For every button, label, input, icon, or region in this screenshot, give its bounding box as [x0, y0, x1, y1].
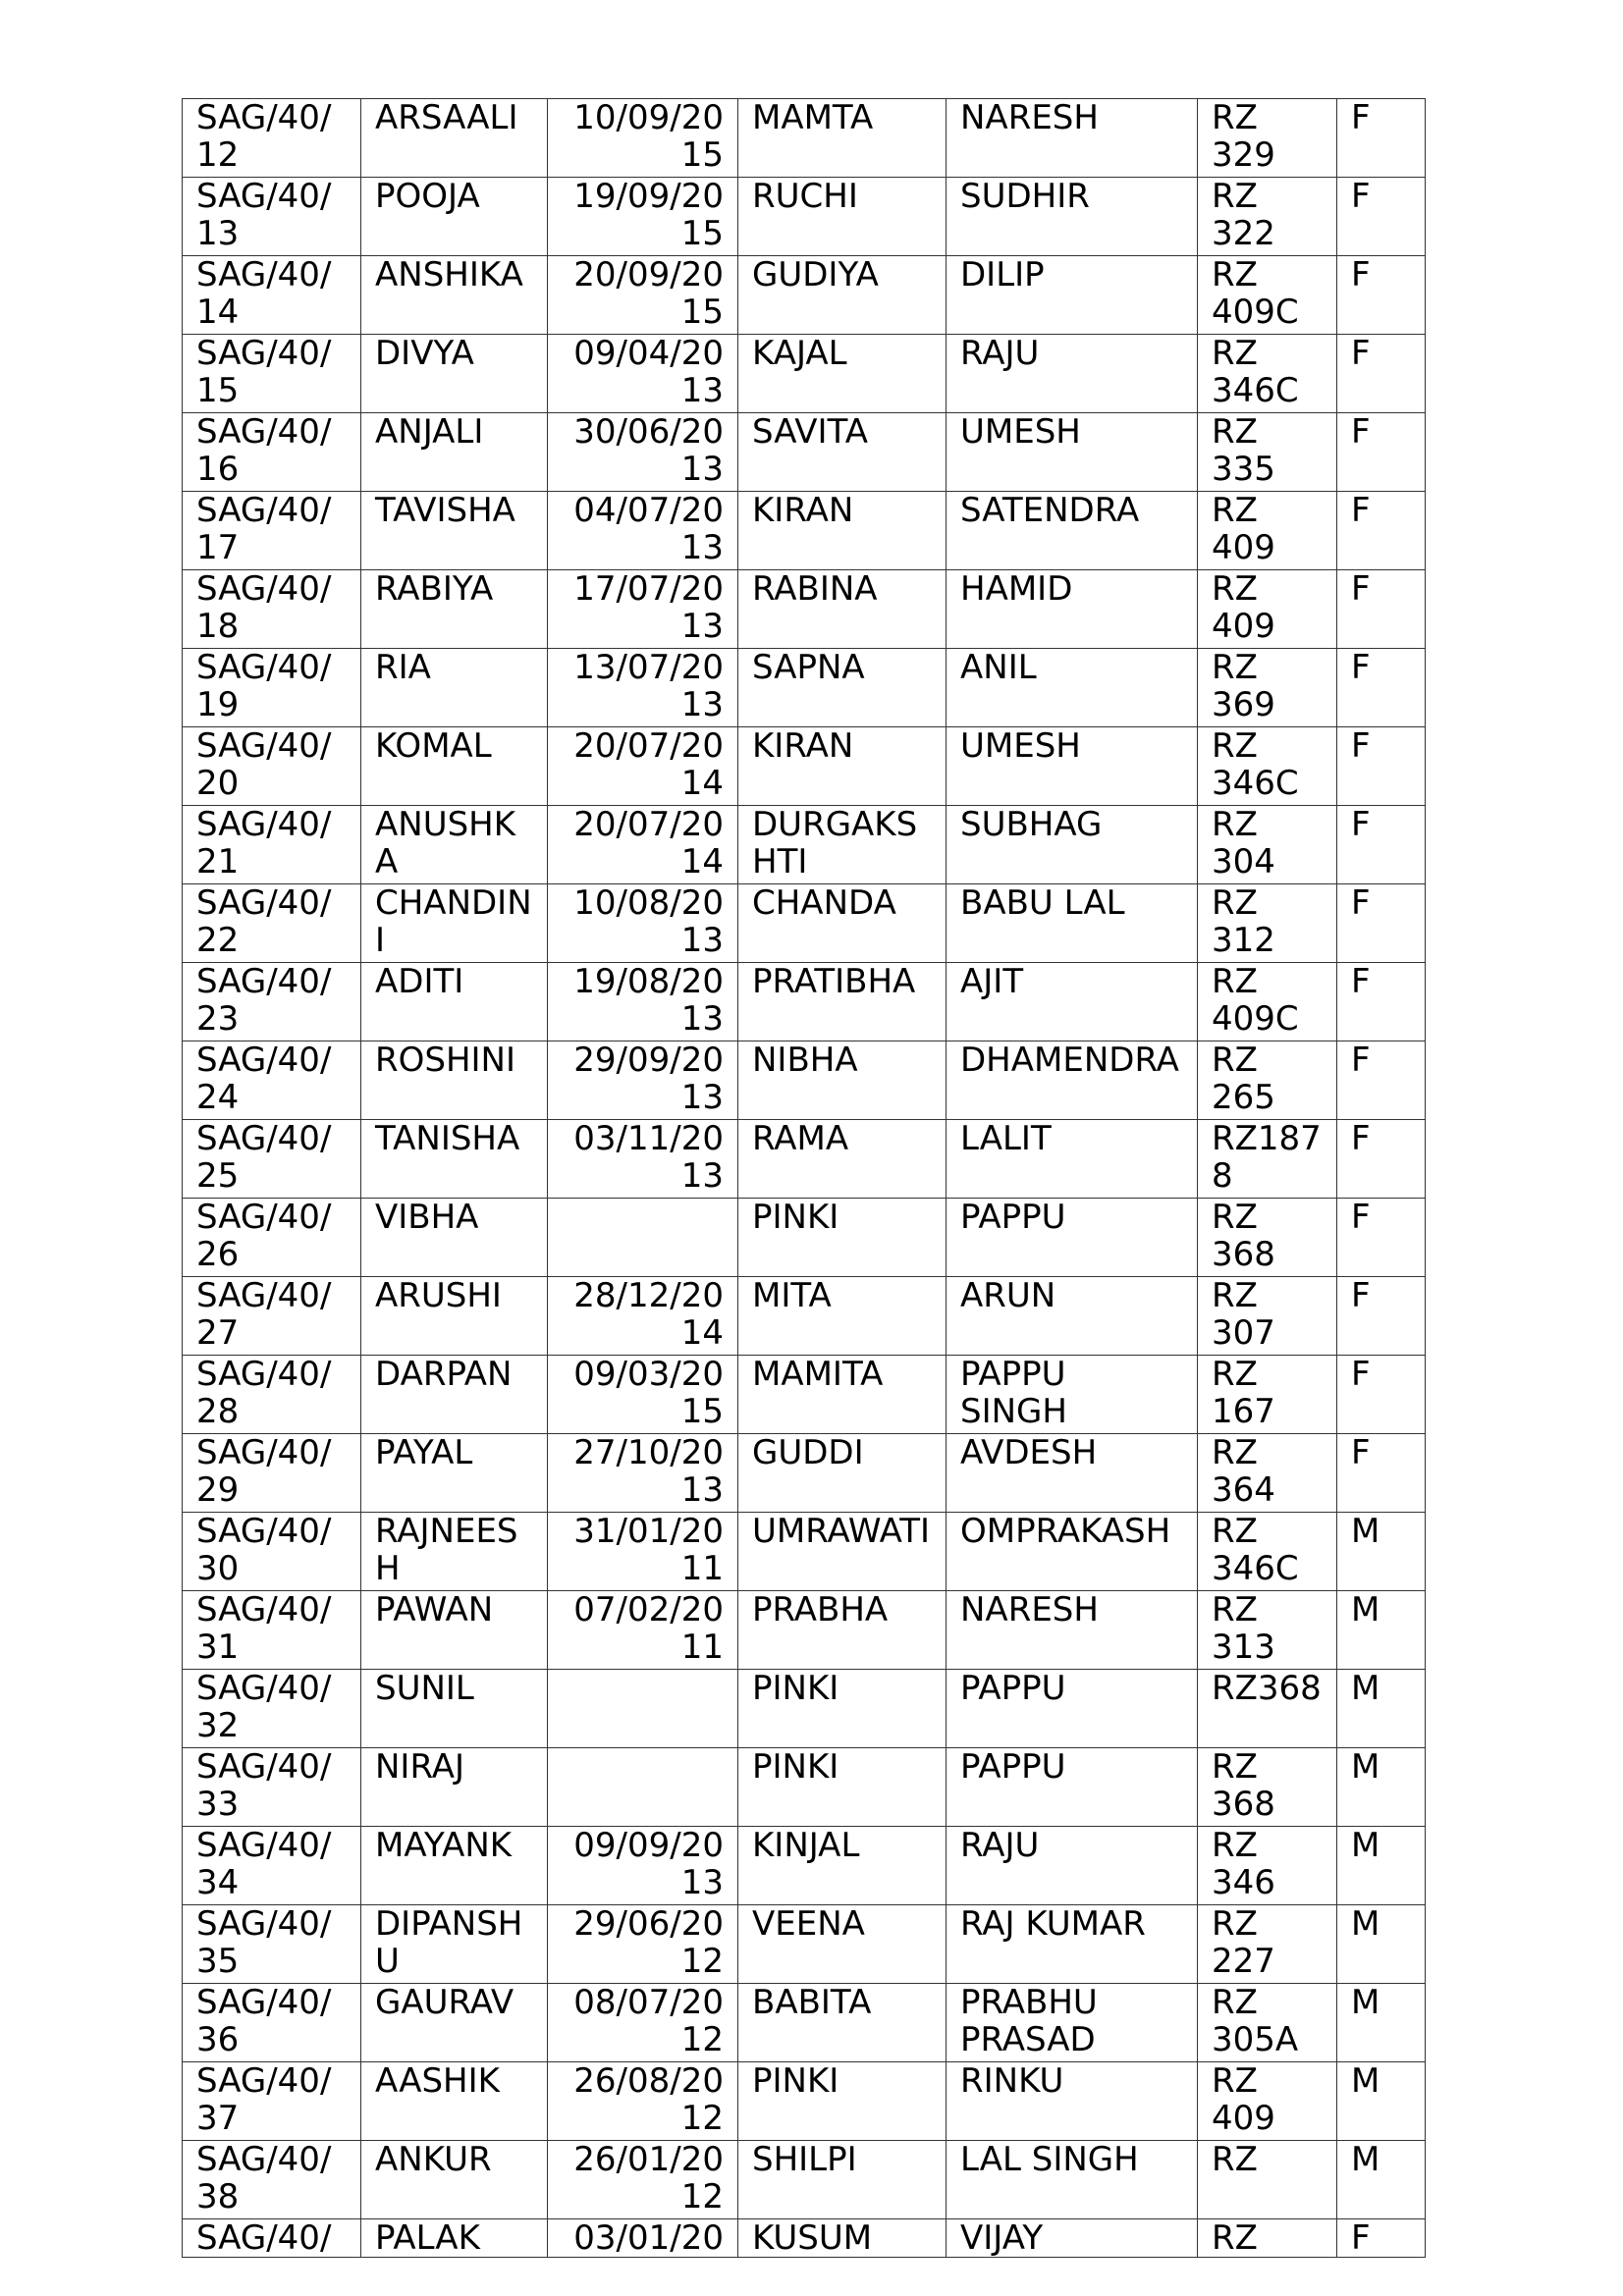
address-cell: RZ 409C — [1198, 256, 1337, 335]
admission-number-cell: SAG/40/ 27 — [183, 1277, 361, 1356]
admission-number-cell: SAG/40/ 13 — [183, 178, 361, 256]
father-name-cell: VIJAY — [947, 2219, 1198, 2258]
address-cell: RZ 409 — [1198, 2062, 1337, 2141]
table-row — [183, 1827, 1426, 1905]
admission-number-cell: SAG/40/ 35 — [183, 1905, 361, 1984]
table-row — [183, 884, 1426, 963]
father-name-cell: UMESH — [947, 727, 1198, 806]
date-of-birth-cell — [548, 1199, 738, 1277]
table-row — [183, 413, 1426, 492]
mother-name-cell: PINKI — [738, 1199, 947, 1277]
date-of-birth-cell: 28/12/20 14 — [548, 1277, 738, 1356]
gender-cell: M — [1337, 1984, 1426, 2062]
address-cell: RZ 346C — [1198, 1513, 1337, 1591]
father-name-cell: NARESH — [947, 1591, 1198, 1670]
admission-number-cell: SAG/40/ 24 — [183, 1041, 361, 1120]
admission-number-cell: SAG/40/ 38 — [183, 2141, 361, 2219]
address-cell: RZ368 — [1198, 1670, 1337, 1748]
date-of-birth-cell — [548, 1670, 738, 1748]
father-name-cell: PAPPU SINGH — [947, 1356, 1198, 1434]
admission-number-cell: SAG/40/ 33 — [183, 1748, 361, 1827]
date-of-birth-cell: 19/08/20 13 — [548, 963, 738, 1041]
gender-cell: F — [1337, 413, 1426, 492]
date-of-birth-cell: 19/09/20 15 — [548, 178, 738, 256]
mother-name-cell: PINKI — [738, 1670, 947, 1748]
table-row — [183, 1513, 1426, 1591]
admission-number-cell: SAG/40/ 22 — [183, 884, 361, 963]
father-name-cell: SUDHIR — [947, 178, 1198, 256]
address-cell: RZ 227 — [1198, 1905, 1337, 1984]
date-of-birth-cell: 30/06/20 13 — [548, 413, 738, 492]
table-row — [183, 2141, 1426, 2219]
father-name-cell: SATENDRA — [947, 492, 1198, 570]
table-row — [183, 1277, 1426, 1356]
father-name-cell: LALIT — [947, 1120, 1198, 1199]
address-cell: RZ 313 — [1198, 1591, 1337, 1670]
mother-name-cell: MAMTA — [738, 99, 947, 178]
address-cell: RZ 364 — [1198, 1434, 1337, 1513]
address-cell: RZ 265 — [1198, 1041, 1337, 1120]
address-cell: RZ 329 — [1198, 99, 1337, 178]
student-name-cell: MAYANK — [361, 1827, 548, 1905]
student-name-cell: PAYAL — [361, 1434, 548, 1513]
admission-number-cell: SAG/40/ 34 — [183, 1827, 361, 1905]
gender-cell: M — [1337, 1827, 1426, 1905]
mother-name-cell: PRATIBHA — [738, 963, 947, 1041]
table-row — [183, 178, 1426, 256]
student-name-cell: RABIYA — [361, 570, 548, 649]
gender-cell: M — [1337, 1513, 1426, 1591]
admission-number-cell: SAG/40/ 37 — [183, 2062, 361, 2141]
date-of-birth-cell — [548, 1748, 738, 1827]
gender-cell: M — [1337, 2141, 1426, 2219]
student-name-cell: DIPANSH U — [361, 1905, 548, 1984]
student-name-cell: ADITI — [361, 963, 548, 1041]
gender-cell: F — [1337, 178, 1426, 256]
gender-cell: F — [1337, 963, 1426, 1041]
father-name-cell: AJIT — [947, 963, 1198, 1041]
gender-cell: F — [1337, 492, 1426, 570]
father-name-cell: BABU LAL — [947, 884, 1198, 963]
gender-cell: F — [1337, 1356, 1426, 1434]
admission-number-cell: SAG/40/ 16 — [183, 413, 361, 492]
mother-name-cell: SAVITA — [738, 413, 947, 492]
mother-name-cell: SHILPI — [738, 2141, 947, 2219]
table-row — [183, 99, 1426, 178]
admission-number-cell: SAG/40/ 15 — [183, 335, 361, 413]
father-name-cell: OMPRAKASH — [947, 1513, 1198, 1591]
admission-number-cell: SAG/40/ 12 — [183, 99, 361, 178]
admission-number-cell: SAG/40/ 18 — [183, 570, 361, 649]
address-cell: RZ 409C — [1198, 963, 1337, 1041]
mother-name-cell: UMRAWATI — [738, 1513, 947, 1591]
father-name-cell: AVDESH — [947, 1434, 1198, 1513]
gender-cell: M — [1337, 1905, 1426, 1984]
table-row — [183, 727, 1426, 806]
admission-number-cell: SAG/40/ 31 — [183, 1591, 361, 1670]
address-cell: RZ 167 — [1198, 1356, 1337, 1434]
gender-cell: M — [1337, 1670, 1426, 1748]
student-name-cell: KOMAL — [361, 727, 548, 806]
admission-number-cell: SAG/40/ — [183, 2219, 361, 2258]
father-name-cell: HAMID — [947, 570, 1198, 649]
admission-number-cell: SAG/40/ 23 — [183, 963, 361, 1041]
table-row — [183, 1748, 1426, 1827]
student-name-cell: TAVISHA — [361, 492, 548, 570]
mother-name-cell: VEENA — [738, 1905, 947, 1984]
student-name-cell: GAURAV — [361, 1984, 548, 2062]
student-name-cell: ARUSHI — [361, 1277, 548, 1356]
student-name-cell: RAJNEES H — [361, 1513, 548, 1591]
gender-cell: F — [1337, 2219, 1426, 2258]
mother-name-cell: RABINA — [738, 570, 947, 649]
date-of-birth-cell: 10/09/20 15 — [548, 99, 738, 178]
address-cell: RZ187 8 — [1198, 1120, 1337, 1199]
father-name-cell: UMESH — [947, 413, 1198, 492]
address-cell: RZ 322 — [1198, 178, 1337, 256]
address-cell: RZ 307 — [1198, 1277, 1337, 1356]
register-rows — [183, 99, 1426, 2258]
gender-cell: F — [1337, 806, 1426, 884]
mother-name-cell: KUSUM — [738, 2219, 947, 2258]
admission-number-cell: SAG/40/ 21 — [183, 806, 361, 884]
date-of-birth-cell: 26/01/20 12 — [548, 2141, 738, 2219]
mother-name-cell: CHANDA — [738, 884, 947, 963]
gender-cell: F — [1337, 335, 1426, 413]
mother-name-cell: MAMITA — [738, 1356, 947, 1434]
gender-cell: F — [1337, 1277, 1426, 1356]
admission-number-cell: SAG/40/ 26 — [183, 1199, 361, 1277]
table-row — [183, 570, 1426, 649]
table-row — [183, 1120, 1426, 1199]
table-row — [183, 335, 1426, 413]
date-of-birth-cell: 20/07/20 14 — [548, 727, 738, 806]
address-cell: RZ 346C — [1198, 727, 1337, 806]
admission-number-cell: SAG/40/ 20 — [183, 727, 361, 806]
mother-name-cell: KIRAN — [738, 727, 947, 806]
gender-cell: F — [1337, 1120, 1426, 1199]
admission-number-cell: SAG/40/ 36 — [183, 1984, 361, 2062]
student-name-cell: DIVYA — [361, 335, 548, 413]
table-row — [183, 256, 1426, 335]
table-row — [183, 1984, 1426, 2062]
admission-number-cell: SAG/40/ 17 — [183, 492, 361, 570]
student-name-cell: DARPAN — [361, 1356, 548, 1434]
mother-name-cell: PINKI — [738, 2062, 947, 2141]
mother-name-cell: GUDIYA — [738, 256, 947, 335]
gender-cell: F — [1337, 256, 1426, 335]
table-row — [183, 1591, 1426, 1670]
gender-cell: M — [1337, 1748, 1426, 1827]
admission-number-cell: SAG/40/ 32 — [183, 1670, 361, 1748]
admission-number-cell: SAG/40/ 14 — [183, 256, 361, 335]
father-name-cell: PAPPU — [947, 1670, 1198, 1748]
mother-name-cell: DURGAKS HTI — [738, 806, 947, 884]
father-name-cell: ARUN — [947, 1277, 1198, 1356]
student-name-cell: AASHIK — [361, 2062, 548, 2141]
address-cell: RZ — [1198, 2141, 1337, 2219]
table-row — [183, 492, 1426, 570]
father-name-cell: PAPPU — [947, 1199, 1198, 1277]
mother-name-cell: RUCHI — [738, 178, 947, 256]
father-name-cell: RINKU — [947, 2062, 1198, 2141]
student-name-cell: ANJALI — [361, 413, 548, 492]
date-of-birth-cell: 10/08/20 13 — [548, 884, 738, 963]
student-name-cell: ANKUR — [361, 2141, 548, 2219]
father-name-cell: DHAMENDRA — [947, 1041, 1198, 1120]
gender-cell: M — [1337, 2062, 1426, 2141]
student-name-cell: NIRAJ — [361, 1748, 548, 1827]
address-cell: RZ 335 — [1198, 413, 1337, 492]
date-of-birth-cell: 07/02/20 11 — [548, 1591, 738, 1670]
father-name-cell: LAL SINGH — [947, 2141, 1198, 2219]
table-row — [183, 1670, 1426, 1748]
student-register-table — [182, 98, 1426, 2258]
admission-number-cell: SAG/40/ 30 — [183, 1513, 361, 1591]
student-name-cell: PAWAN — [361, 1591, 548, 1670]
mother-name-cell: PINKI — [738, 1748, 947, 1827]
mother-name-cell: KIRAN — [738, 492, 947, 570]
date-of-birth-cell: 26/08/20 12 — [548, 2062, 738, 2141]
student-name-cell: ANSHIKA — [361, 256, 548, 335]
table-row — [183, 1199, 1426, 1277]
student-name-cell: CHANDIN I — [361, 884, 548, 963]
table-row — [183, 963, 1426, 1041]
mother-name-cell: KAJAL — [738, 335, 947, 413]
father-name-cell: SUBHAG — [947, 806, 1198, 884]
gender-cell: F — [1337, 727, 1426, 806]
date-of-birth-cell: 09/04/20 13 — [548, 335, 738, 413]
student-name-cell: PALAK — [361, 2219, 548, 2258]
date-of-birth-cell: 08/07/20 12 — [548, 1984, 738, 2062]
table-row — [183, 1434, 1426, 1513]
date-of-birth-cell: 17/07/20 13 — [548, 570, 738, 649]
father-name-cell: PAPPU — [947, 1748, 1198, 1827]
date-of-birth-cell: 20/07/20 14 — [548, 806, 738, 884]
address-cell: RZ 304 — [1198, 806, 1337, 884]
student-name-cell: VIBHA — [361, 1199, 548, 1277]
mother-name-cell: MITA — [738, 1277, 947, 1356]
date-of-birth-cell: 29/09/20 13 — [548, 1041, 738, 1120]
father-name-cell: RAJU — [947, 335, 1198, 413]
address-cell: RZ 409 — [1198, 492, 1337, 570]
date-of-birth-cell: 27/10/20 13 — [548, 1434, 738, 1513]
student-name-cell: POOJA — [361, 178, 548, 256]
date-of-birth-cell: 31/01/20 11 — [548, 1513, 738, 1591]
date-of-birth-cell: 03/01/20 — [548, 2219, 738, 2258]
student-name-cell: TANISHA — [361, 1120, 548, 1199]
admission-number-cell: SAG/40/ 28 — [183, 1356, 361, 1434]
mother-name-cell: KINJAL — [738, 1827, 947, 1905]
gender-cell: F — [1337, 649, 1426, 727]
father-name-cell: DILIP — [947, 256, 1198, 335]
father-name-cell: ANIL — [947, 649, 1198, 727]
gender-cell: M — [1337, 1591, 1426, 1670]
date-of-birth-cell: 13/07/20 13 — [548, 649, 738, 727]
student-name-cell: ANUSHK A — [361, 806, 548, 884]
father-name-cell: PRABHU PRASAD — [947, 1984, 1198, 2062]
mother-name-cell: RAMA — [738, 1120, 947, 1199]
admission-number-cell: SAG/40/ 19 — [183, 649, 361, 727]
date-of-birth-cell: 04/07/20 13 — [548, 492, 738, 570]
admission-number-cell: SAG/40/ 29 — [183, 1434, 361, 1513]
date-of-birth-cell: 03/11/20 13 — [548, 1120, 738, 1199]
date-of-birth-cell: 20/09/20 15 — [548, 256, 738, 335]
table-row — [183, 649, 1426, 727]
gender-cell: F — [1337, 1434, 1426, 1513]
gender-cell: F — [1337, 884, 1426, 963]
address-cell: RZ 368 — [1198, 1748, 1337, 1827]
admission-number-cell: SAG/40/ 25 — [183, 1120, 361, 1199]
mother-name-cell: GUDDI — [738, 1434, 947, 1513]
student-name-cell: SUNIL — [361, 1670, 548, 1748]
address-cell: RZ 346 — [1198, 1827, 1337, 1905]
gender-cell: F — [1337, 1199, 1426, 1277]
address-cell: RZ 312 — [1198, 884, 1337, 963]
gender-cell: F — [1337, 570, 1426, 649]
table-row — [183, 2219, 1426, 2258]
table-row — [183, 806, 1426, 884]
mother-name-cell: PRABHA — [738, 1591, 947, 1670]
table-row — [183, 1356, 1426, 1434]
date-of-birth-cell: 09/03/20 15 — [548, 1356, 738, 1434]
student-name-cell: ROSHINI — [361, 1041, 548, 1120]
mother-name-cell: NIBHA — [738, 1041, 947, 1120]
address-cell: RZ — [1198, 2219, 1337, 2258]
father-name-cell: RAJ KUMAR — [947, 1905, 1198, 1984]
table-row — [183, 2062, 1426, 2141]
address-cell: RZ 346C — [1198, 335, 1337, 413]
table-row — [183, 1041, 1426, 1120]
address-cell: RZ 368 — [1198, 1199, 1337, 1277]
address-cell: RZ 305A — [1198, 1984, 1337, 2062]
address-cell: RZ 369 — [1198, 649, 1337, 727]
table-row — [183, 1905, 1426, 1984]
address-cell: RZ 409 — [1198, 570, 1337, 649]
date-of-birth-cell: 29/06/20 12 — [548, 1905, 738, 1984]
father-name-cell: RAJU — [947, 1827, 1198, 1905]
student-name-cell: RIA — [361, 649, 548, 727]
gender-cell: F — [1337, 99, 1426, 178]
date-of-birth-cell: 09/09/20 13 — [548, 1827, 738, 1905]
father-name-cell: NARESH — [947, 99, 1198, 178]
mother-name-cell: BABITA — [738, 1984, 947, 2062]
student-name-cell: ARSAALI — [361, 99, 548, 178]
gender-cell: F — [1337, 1041, 1426, 1120]
mother-name-cell: SAPNA — [738, 649, 947, 727]
